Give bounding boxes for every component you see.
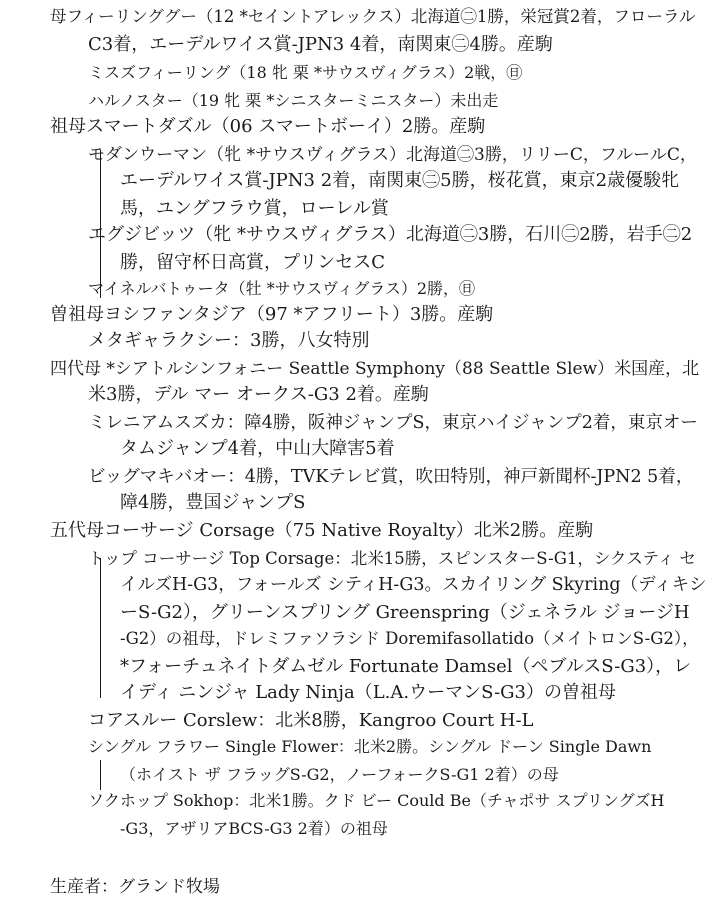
produce-line-cont: イディ ニンジャ Lady Ninja（L.A.ウーマンS-G3）の曽祖母 [120, 682, 617, 703]
produce-line: ソクホップ Sokhop：北米1勝。クド ビー Could Be（チャポサ スプリングズH [88, 791, 665, 810]
fourth-dam-line-cont: 米3勝，デル マー オークス-G3 2着。産駒 [88, 384, 429, 405]
fourth-dam-line: 四代母 *シアトルシンフォニー Seattle Symphony（88 Seattle Slew）米国産，北 [50, 359, 700, 379]
produce-line: ハルノスター（19 牝 栗 *シニスターミニスター）未出走 [88, 91, 499, 110]
produce-line-cont: イルズH-G3，フォールズ シティH-G3。スカイリング Skyring（ディキシ [120, 575, 707, 595]
second-dam-line: 祖母スマートダズル（06 スマートボーイ）2勝。産駒 [50, 116, 486, 137]
produce-line-cont: -G2）の祖母，ドレミファソラシド Doremifasollatido（メイトロンS-G2）， [120, 629, 699, 648]
fifth-dam-line: 五代母コーサージ Corsage（75 Native Royalty）北米2勝。産駒 [50, 520, 594, 541]
produce-line: ミスズフィーリング（18 牝 栗 *サウスヴィグラス）2戦，㊐ [88, 63, 523, 82]
produce-line-cont: *フォーチュネイトダムゼル Fortunate Damsel（ペブルスS-G3），レ [120, 656, 692, 677]
produce-line: ミレニアムスズカ：障4勝，阪神ジャンプS，東京ハイジャンプ2着，東京オー [88, 413, 698, 433]
bracket-line-5th-dam [100, 558, 101, 698]
breeder-label: 生産者：グランド牧場 [50, 877, 220, 897]
produce-line: マイネルバトゥータ（牡 *サウスヴィグラス）2勝，㊐ [88, 279, 476, 298]
produce-line-cont: （ホイスト ザ フラッグS-G2，ノーフォークS-G1 2着）の母 [120, 765, 559, 784]
produce-line-cont: ーS-G2），グリーンスプリング Greenspring（ジェネラル ジョージH [120, 602, 690, 623]
dam-line-cont: C3着，エーデルワイス賞-JPN3 4着，南関東㊁4勝。産駒 [88, 34, 553, 55]
bracket-line-5th-dam-lower [100, 760, 101, 790]
produce-line: ビッグマキバオー：4勝，TVKテレビ賞，吹田特別，神戸新聞杯-JPN2 5着， [88, 467, 694, 487]
produce-line: メタギャラクシー：3勝，八女特別 [88, 330, 370, 351]
produce-line-cont: エーデルワイス賞-JPN3 2着，南関東㊁5勝，桜花賞，東京2歳優駿牝 [120, 170, 680, 191]
produce-line-cont: 障4勝，豊国ジャンプS [120, 492, 306, 513]
produce-line: シングル フラワー Single Flower：北米2勝。シングル ドーン Single Dawn [88, 737, 652, 756]
produce-line-cont: -G3，アザリアBCS-G3 2着）の祖母 [120, 819, 388, 838]
produce-line: トップ コーサージ Top Corsage：北米15勝，スピンスターS-G1，シクスティ セ [88, 549, 696, 568]
produce-line-cont: 勝，留守杯日高賞，プリンセスC [120, 252, 386, 273]
produce-line: モダンウーマン（牝 *サウスヴィグラス）北海道㊁3勝，リリーC，フルールC， [88, 145, 697, 165]
produce-line-cont: タムジャンプ4着，中山大障害5着 [120, 438, 395, 459]
third-dam-line: 曽祖母ヨシファンタジア（97 *アフリート）3勝。産駒 [50, 304, 494, 325]
dam-line: 母フィーリンググー（12 *セイントアレックス）北海道㊁1勝，栄冠賞2着，フローラル [50, 7, 696, 26]
produce-line-cont: 馬，ユングフラウ賞，ローレル賞 [120, 198, 389, 219]
produce-line: エグジビッツ（牝 *サウスヴィグラス）北海道㊁3勝，石川㊁2勝，岩手㊁2 [88, 224, 693, 245]
produce-line: コアスルー Corslew：北米8勝，Kangroo Court H-L [88, 710, 534, 731]
